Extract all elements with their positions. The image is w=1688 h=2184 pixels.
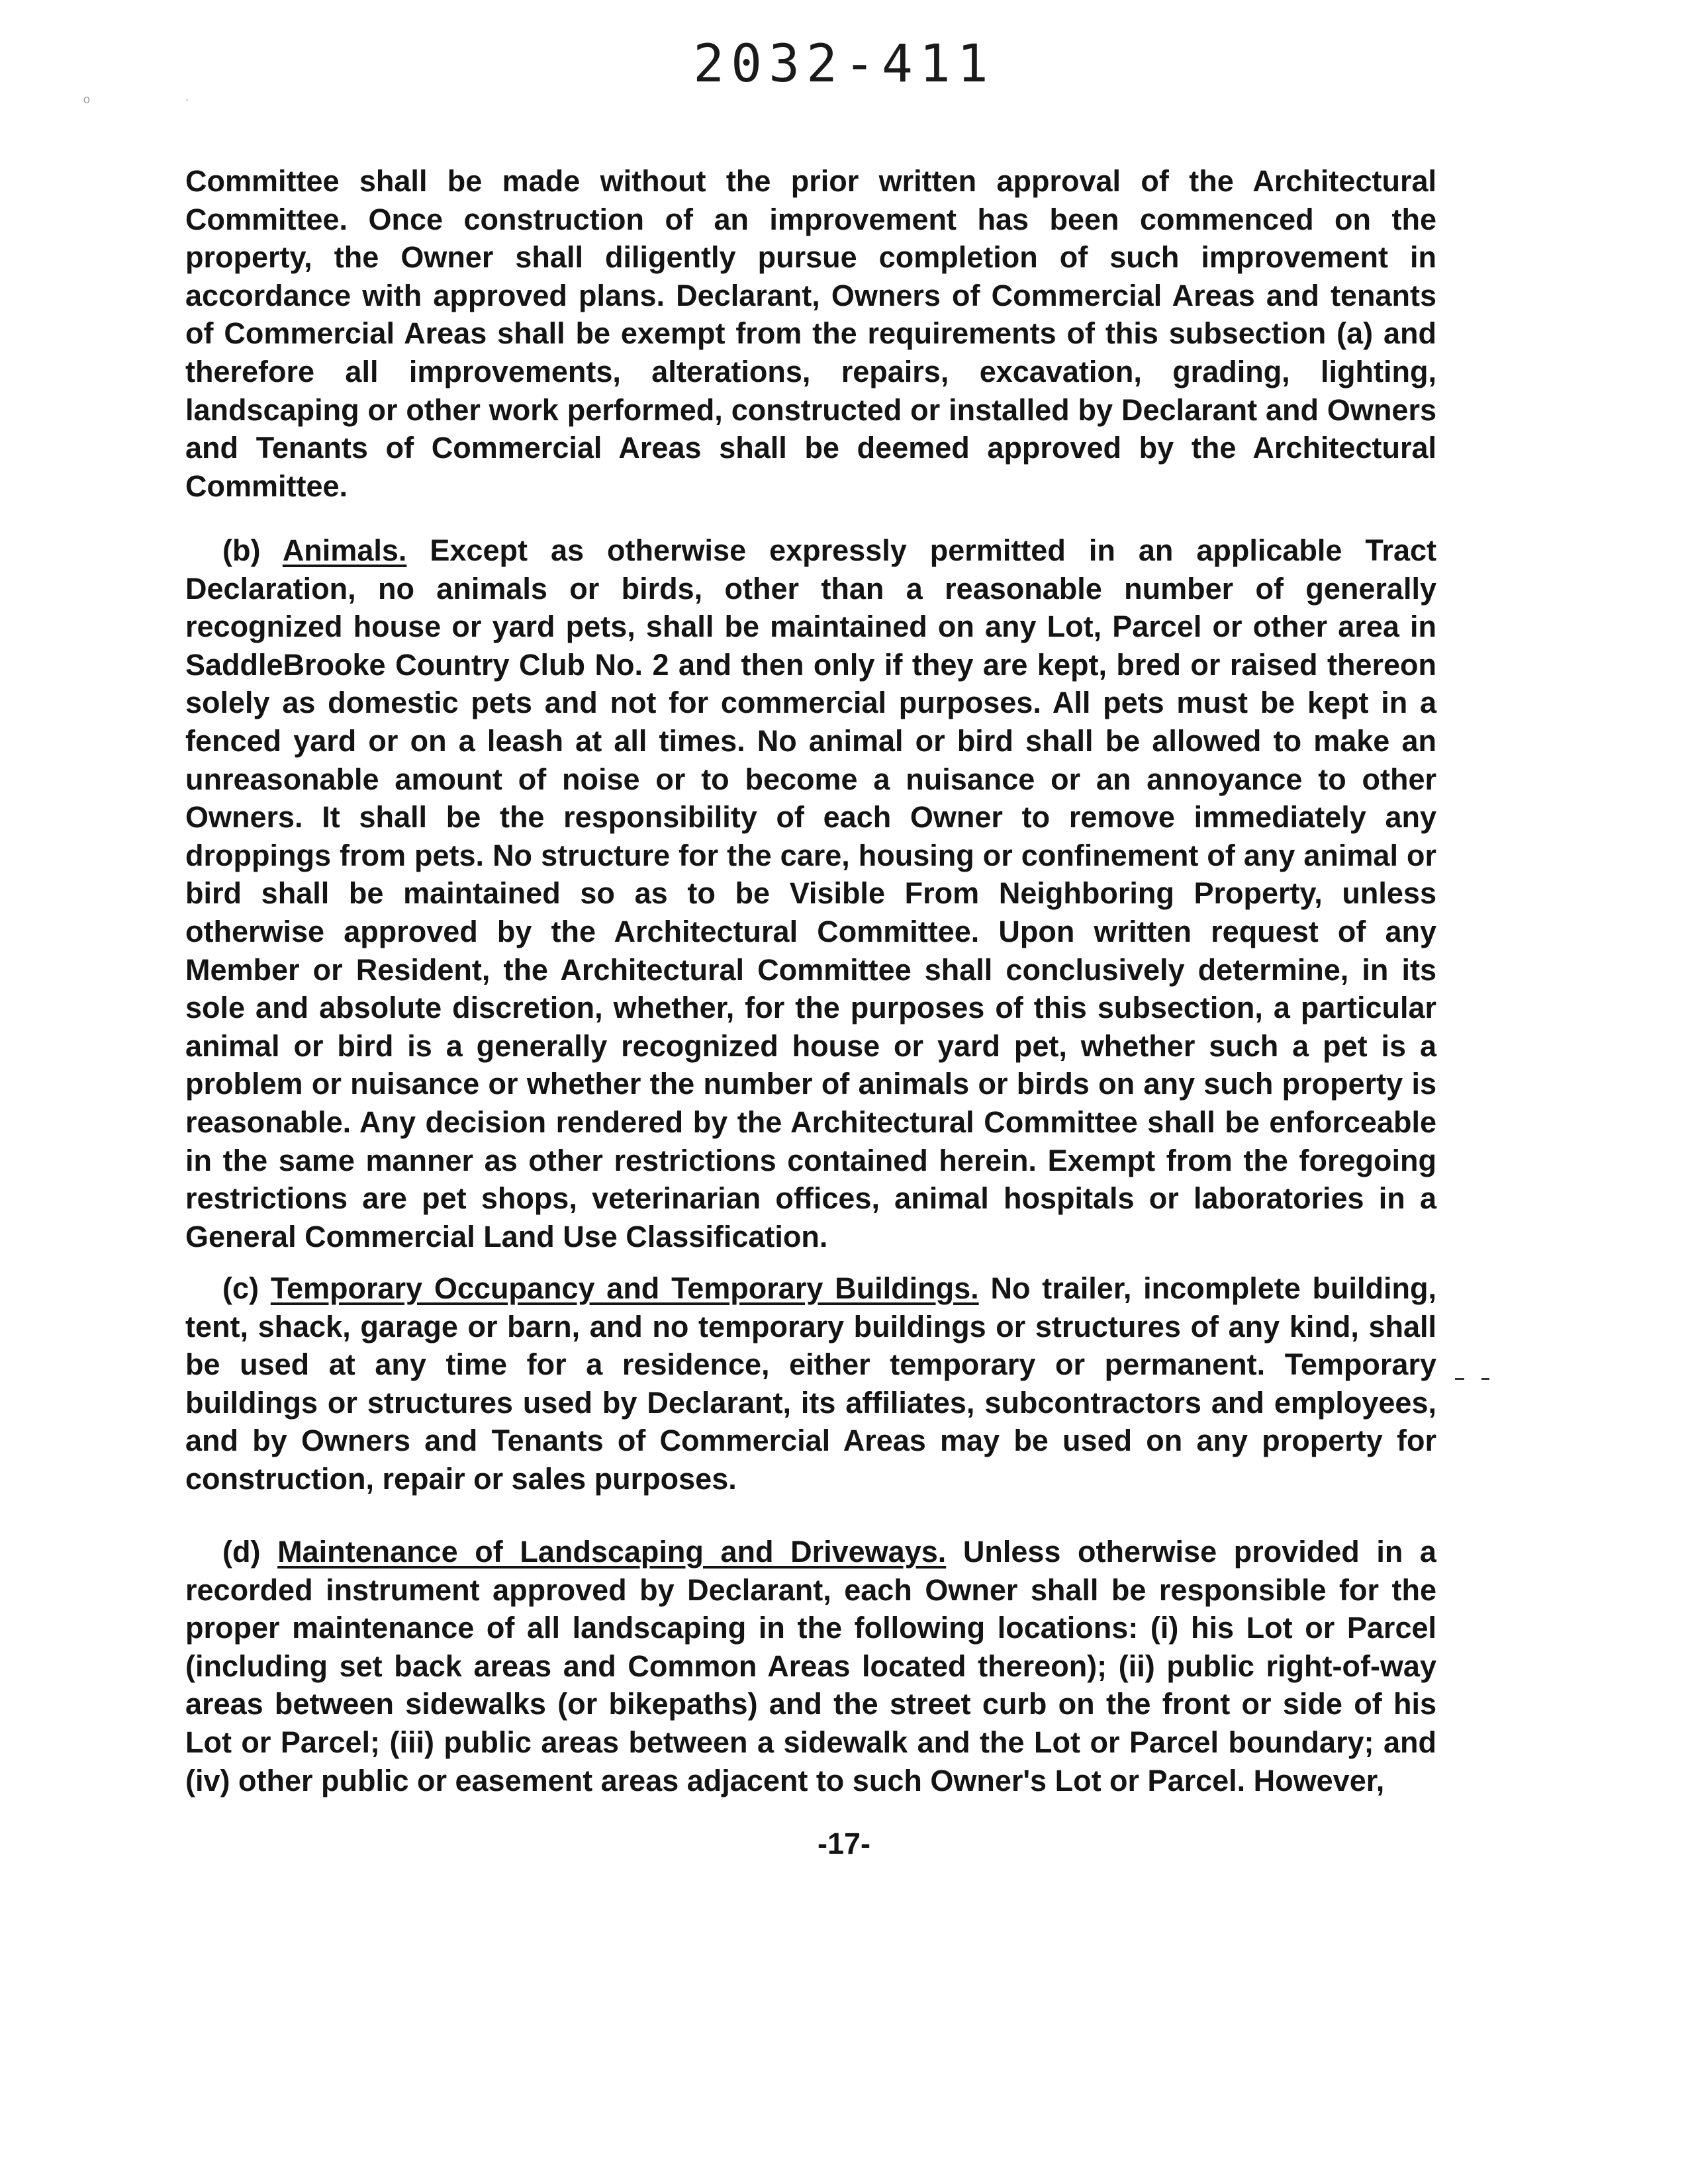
paragraph-b-heading: Animals.: [282, 533, 407, 567]
paragraph-d-heading: Maintenance of Landscaping and Driveways.: [277, 1535, 947, 1569]
paragraph-a-continued: [185, 162, 1436, 505]
paragraph-c-prefix: (c): [222, 1271, 259, 1305]
paragraph-b-animals: [185, 531, 1436, 1255]
scan-margin-mark: [1481, 1378, 1489, 1380]
paragraph-c-text: No trailer, incomplete building, tent, shack, garage or barn, and no temporary buildings or structures of any kind, shall be used at any time for a residence, either temporary or permanent. Temporary buildings or structures used by Declarant, its affiliates, subcontractors and employees, and by Owners and Tenants of Commercial Areas may be used on any property for construction, repair or sales purposes.: [185, 1271, 1436, 1496]
paragraph-c-heading: Temporary Occupancy and Temporary Buildings.: [270, 1271, 979, 1305]
paragraph-d-text: Unless otherwise provided in a recorded instrument approved by Declarant, each Owner shall be responsible for the proper maintenance of all landscaping in the following locations: (i) his Lot or Parcel (including set back areas and Common Areas located thereon); (ii) public right-of-way areas between sidewalks (or bikepaths) and the street curb on the front or side of his Lot or Parcel; (iii) public areas between a sidewalk and the Lot or Parcel boundary; and (iv) other public or easement areas adjacent to such Owner's Lot or Parcel. However,: [185, 1535, 1436, 1797]
paragraph-b-prefix: (b): [222, 533, 261, 567]
page-number: -17-: [817, 1827, 871, 1860]
scan-margin-mark: [1455, 1378, 1464, 1380]
margin-speck: .: [185, 90, 189, 103]
paragraph-b-text: Except as otherwise expressly permitted in an applicable Tract Declaration, no animals or birds, other than a reasonable number of generally recognized house or yard pets, shall be maintained on any Lot, Parcel or other area in SaddleBrooke Country Club No. 2 and then only if they are kept, bred or raised thereon solely as domestic pets and not for commercial purposes. All pets must be kept in a fenced yard or on a leash at all times. No animal or bird shall be allowed to make an unreasonable amount of noise or to become a nuisance or an annoyance to other Owners. It shall be the responsibility of each Owner to remove immediately any droppings from pets. No structure for the care, housing or confinement of any animal or bird shall be maintained so as to be Visible From Neighboring Property, unless otherwise approved by the Architectural Committee. Upon written request of any Member or Resident, the Architectural Committee shall conclusively determine, in its sole and absolute discretion, whether, for the purposes of this subsection, a particular animal or bird is a generally recognized house or yard pet, whether such a pet is a problem or nuisance or whether the number of animals or birds on any such property is reasonable. Any decision rendered by the Architectural Committee shall be enforceable in the same manner as other restrictions contained herein. Exempt from the foregoing restrictions are pet shops, veterinarian offices, animal hospitals or laboratories in a General Commercial Land Use Classification.: [185, 533, 1436, 1253]
margin-speck: o: [83, 93, 91, 106]
paragraph-d-maintenance: [185, 1533, 1436, 1799]
paragraph-c-temporary-buildings: [185, 1269, 1436, 1498]
paragraph-a-text: Committee shall be made without the prior written approval of the Architectural Committee. Once construction of an improvement has been commenced on the property, the Owner shall diligently pursue completion of such improvement in accordance with approved plans. Declarant, Owners of Commercial Areas and tenants of Commercial Areas shall be exempt from the requirements of this subsection (a) and therefore all improvements, alterations, repairs, excavation, grading, lighting, landscaping or other work performed, constructed or installed by Declarant and Owners and Tenants of Commercial Areas shall be deemed approved by the Architectural Committee.: [185, 164, 1436, 503]
paragraph-d-prefix: (d): [222, 1535, 261, 1569]
recording-stamp-number: 2032-411: [693, 34, 995, 94]
